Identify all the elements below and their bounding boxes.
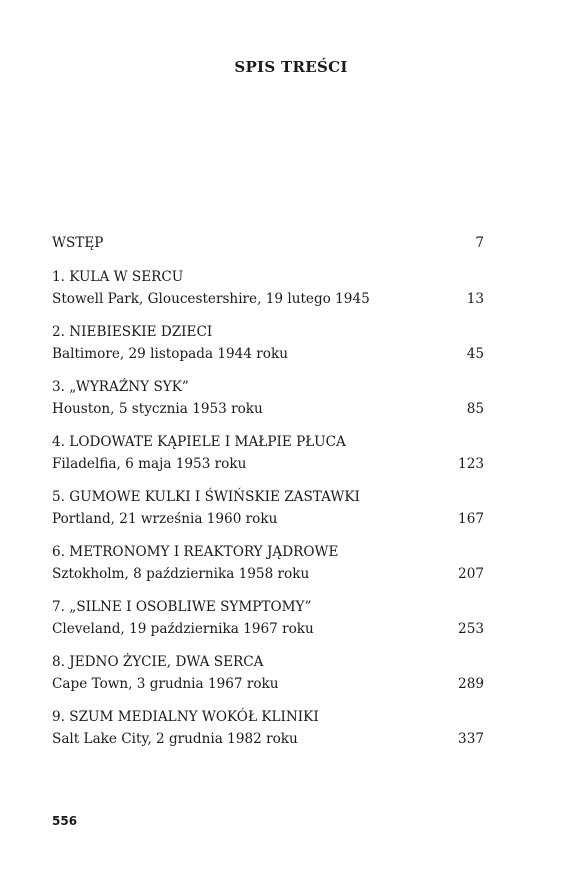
toc-entry-title: 3. „WYRAŹNY SYK” (52, 379, 189, 395)
toc-entry-place-date: Cleveland, 19 października 1967 roku (52, 621, 314, 637)
toc-entry-chapter-8 (52, 651, 484, 695)
toc-entry-chapter-7 (52, 596, 484, 640)
toc-entry-title: 1. KULA W SERCU (52, 269, 184, 285)
toc-entry-intro (52, 232, 484, 254)
toc-page-number: 85 (466, 401, 484, 417)
table-of-contents (52, 232, 484, 761)
toc-page-number: 45 (466, 346, 484, 362)
toc-page-number: 337 (458, 731, 484, 747)
toc-page-number: 13 (466, 291, 484, 307)
page-folio-number: 556 (52, 814, 78, 828)
toc-page-number: 7 (475, 235, 484, 251)
toc-entry-place-date: Salt Lake City, 2 grudnia 1982 roku (52, 731, 298, 747)
toc-entry-place-date: Cape Town, 3 grudnia 1967 roku (52, 676, 279, 692)
toc-page-number: 167 (458, 511, 484, 527)
toc-entry-chapter-3 (52, 376, 484, 420)
toc-entry-chapter-9 (52, 706, 484, 750)
toc-page-number: 289 (458, 676, 484, 692)
toc-entry-chapter-2 (52, 321, 484, 365)
toc-entry-place-date: Baltimore, 29 listopada 1944 roku (52, 346, 288, 362)
toc-entry-place-date: Sztokholm, 8 października 1958 roku (52, 566, 310, 582)
toc-entry-place-date: Filadelfia, 6 maja 1953 roku (52, 456, 247, 472)
toc-entry-title: WSTĘP (52, 235, 104, 251)
page-title: SPIS TREŚCI (234, 58, 348, 76)
toc-entry-place-date: Houston, 5 stycznia 1953 roku (52, 401, 263, 417)
toc-entry-title: 6. METRONOMY I REAKTORY JĄDROWE (52, 544, 339, 560)
toc-entry-chapter-1 (52, 266, 484, 310)
toc-entry-chapter-4 (52, 431, 484, 475)
toc-entry-title: 9. SZUM MEDIALNY WOKÓŁ KLINIKI (52, 709, 319, 725)
toc-page-number: 253 (458, 621, 484, 637)
toc-entry-title: 7. „SILNE I OSOBLIWE SYMPTOMY” (52, 599, 312, 615)
toc-entry-chapter-5 (52, 486, 484, 530)
toc-entry-title: 4. LODOWATE KĄPIELE I MAŁPIE PŁUCA (52, 434, 346, 450)
toc-page-number: 123 (458, 456, 484, 472)
toc-entry-title: 5. GUMOWE KULKI I ŚWIŃSKIE ZASTAWKI (52, 489, 360, 505)
toc-page-number: 207 (458, 566, 484, 582)
toc-entry-title: 2. NIEBIESKIE DZIECI (52, 324, 213, 340)
toc-entry-place-date: Stowell Park, Gloucestershire, 19 lutego 1945 (52, 291, 370, 307)
toc-entry-place-date: Portland, 21 września 1960 roku (52, 511, 278, 527)
toc-entry-chapter-6 (52, 541, 484, 585)
toc-entry-title: 8. JEDNO ŻYCIE, DWA SERCA (52, 654, 264, 670)
